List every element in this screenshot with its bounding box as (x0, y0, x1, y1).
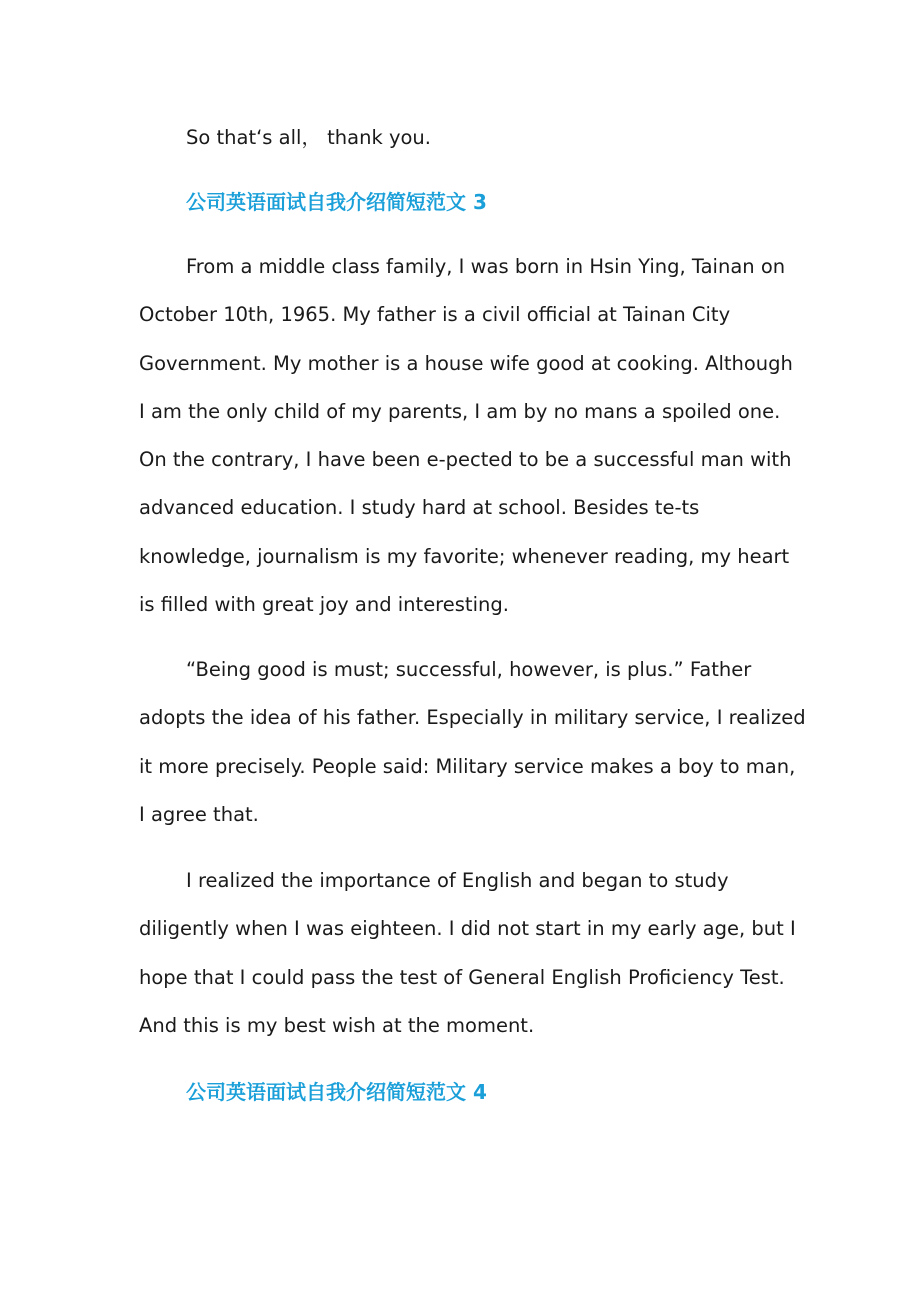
paragraph-line: On the contrary, I have been e-pected to be a successful man with (139, 448, 792, 472)
paragraph-line: “Being good is must; successful, however, is plus.” Father (186, 658, 752, 681)
paragraph-line: adopts the idea of his father. Especially in military service, I realized (139, 706, 806, 730)
paragraph-line: I agree that. (139, 802, 259, 826)
paragraph-line: hope that I could pass the test of General English Proficiency Test. (139, 965, 785, 989)
paragraph-3 (139, 857, 796, 1050)
paragraph-line: From a middle class family, I was born in Hsin Ying, Tainan on (186, 255, 786, 278)
paragraph-line: And this is my best wish at the moment. (139, 1013, 535, 1037)
section-heading-3: 公司英语面试自我介绍简短范文 3 (186, 190, 487, 214)
paragraph-1 (139, 243, 793, 629)
paragraph-2 (139, 646, 806, 839)
paragraph-line: advanced education. I study hard at school. Besides te-ts (139, 496, 700, 520)
paragraph-line: I realized the importance of English and began to study (186, 869, 729, 892)
paragraph-line: October 10th, 1965. My father is a civil official at Tainan City (139, 303, 731, 327)
section-heading-4: 公司英语面试自我介绍简短范文 4 (186, 1080, 487, 1104)
paragraph-line: it more precisely. People said: Military service makes a boy to man, (139, 754, 796, 778)
closing-line: So that‘s all， thank you. (186, 126, 431, 149)
paragraph-line: knowledge, journalism is my favorite; whenever reading, my heart (139, 544, 790, 568)
paragraph-line: diligently when I was eighteen. I did not start in my early age, but I (139, 917, 796, 941)
paragraph-line: is filled with great joy and interesting. (139, 593, 509, 617)
paragraph-line: I am the only child of my parents, I am by no mans a spoiled one. (139, 399, 781, 423)
closing-paragraph (139, 114, 789, 162)
paragraph-line: Government. My mother is a house wife good at cooking. Although (139, 351, 793, 375)
